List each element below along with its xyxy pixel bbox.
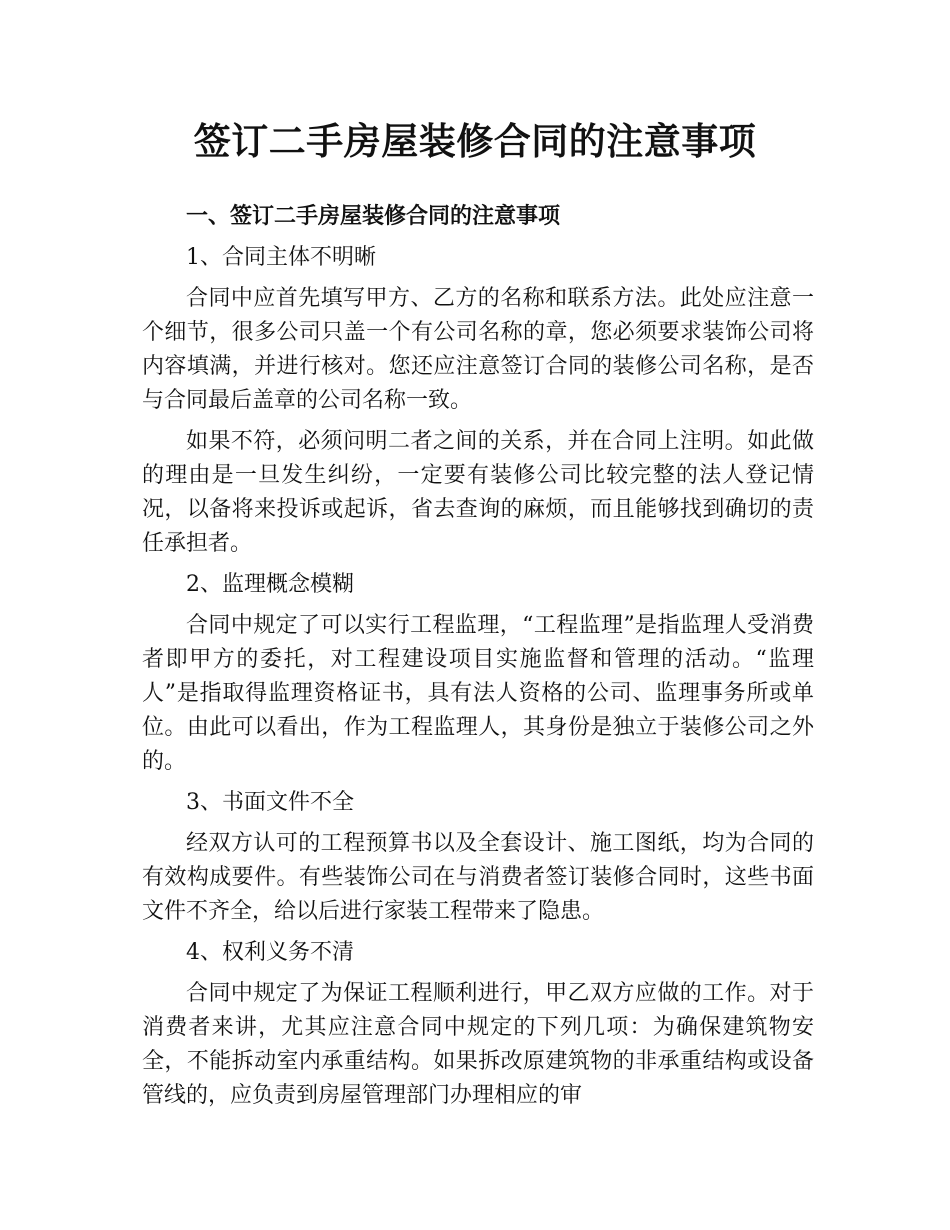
sub-heading-1: 1、合同主体不明晰 (186, 245, 376, 270)
sub-heading-3: 3、书面文件不全 (186, 790, 354, 815)
document-title: 签订二手房屋装修合同的注意事项 (193, 120, 757, 163)
sub-heading-4: 4、权利义务不清 (186, 940, 354, 965)
document-body (142, 200, 814, 1120)
section-heading: 一、签订二手房屋装修合同的注意事项 (186, 204, 561, 229)
paragraph: 如果不符，必须问明二者之间的关系，并在合同上注明。如此做的理由是一旦发生纠纷，一定要有装修公司比较完整的法人登记情况，以备将来投诉或起诉，省去查询的麻烦，而且能够找到确切的责任承担者。 (142, 429, 814, 556)
paragraph: 合同中规定了为保证工程顺利进行，甲乙双方应做的工作。对于消费者来讲，尤其应注意合同中规定的下列几项：为确保建筑物安全，不能拆动室内承重结构。如果拆改原建筑物的非承重结构或设备管线的，应负责到房屋管理部门办理相应的审 (142, 981, 814, 1108)
paragraph: 经双方认可的工程预算书以及全套设计、施工图纸，均为合同的有效构成要件。有些装饰公司在与消费者签订装修合同时，这些书面文件不齐全，给以后进行家装工程带来了隐患。 (142, 831, 814, 924)
sub-heading-2: 2、监理概念模糊 (186, 572, 354, 597)
paragraph: 合同中应首先填写甲方、乙方的名称和联系方法。此处应注意一个细节，很多公司只盖一个有公司名称的章，您必须要求装饰公司将内容填满，并进行核对。您还应注意签订合同的装修公司名称，是否与合同最后盖章的公司名称一致。 (142, 286, 814, 413)
paragraph: 合同中规定了可以实行工程监理，“工程监理”是指监理人受消费者即甲方的委托，对工程建设项目实施监督和管理的活动。“监理人”是指取得监理资格证书，具有法人资格的公司、监理事务所或单位。由此可以看出，作为工程监理人，其身份是独立于装修公司之外的。 (142, 613, 814, 774)
